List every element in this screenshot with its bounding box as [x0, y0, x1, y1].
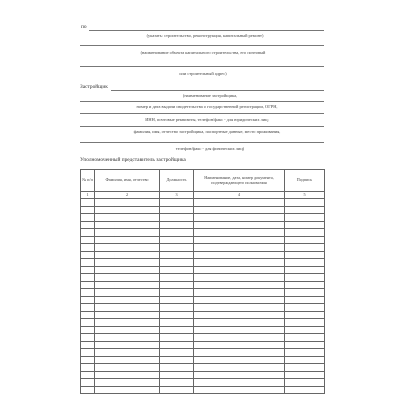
table-cell: [95, 386, 160, 394]
table-cell: [81, 386, 95, 394]
table-cell: [194, 274, 285, 282]
table-row: [81, 386, 325, 394]
table-cell: [285, 311, 325, 319]
column-number-row: [81, 192, 325, 199]
table-cell: [81, 206, 95, 214]
table-cell: [81, 326, 95, 334]
table-cell: [194, 379, 285, 387]
table-row: [81, 199, 325, 207]
table-cell: [81, 281, 95, 289]
table-cell: [194, 386, 285, 394]
hint-individual: фамилия, имя, отчество застройщика, паспортные данные, место проживания,: [133, 129, 281, 134]
table-cell: [95, 214, 160, 222]
table-cell: [95, 379, 160, 387]
table-cell: [194, 356, 285, 364]
table-cell: [285, 259, 325, 267]
table-row: [81, 311, 325, 319]
table-cell: [160, 326, 194, 334]
table-cell: [81, 379, 95, 387]
table-cell: [160, 281, 194, 289]
hint-legal-entity: ИНН, почтовые реквизиты, телефон/факс - для юридических лиц;: [145, 117, 269, 122]
table-row: [81, 364, 325, 372]
table-cell: [285, 236, 325, 244]
table-cell: [160, 296, 194, 304]
hint-object-address: или строительный адрес): [179, 71, 227, 76]
table-cell: [160, 334, 194, 342]
table-cell: [285, 229, 325, 237]
table-row: [81, 229, 325, 237]
table-cell: [285, 199, 325, 207]
table-cell: [81, 341, 95, 349]
table-cell: [81, 229, 95, 237]
table-cell: [81, 244, 95, 252]
table-cell: [81, 349, 95, 357]
hint-construction-type: (указать: строительство, реконструкция, капитальный ремонт): [146, 33, 264, 38]
table-cell: [285, 214, 325, 222]
table-row: [81, 319, 325, 327]
table-cell: [160, 199, 194, 207]
table-cell: [95, 334, 160, 342]
table-cell: [160, 304, 194, 312]
hint-developer-name: (наименование застройщика,: [182, 93, 238, 98]
column-header-full-name: Фамилия, имя, отчество: [95, 170, 160, 192]
table-row: [81, 221, 325, 229]
table-cell: [285, 379, 325, 387]
table-cell: [160, 214, 194, 222]
table-cell: [194, 311, 285, 319]
table-cell: [95, 304, 160, 312]
table-cell: [194, 259, 285, 267]
table-row: [81, 304, 325, 312]
table-cell: [285, 349, 325, 357]
table-cell: [95, 356, 160, 364]
table-cell: [160, 244, 194, 252]
column-number: 1: [81, 192, 95, 199]
table-cell: [285, 326, 325, 334]
table-row: [81, 251, 325, 259]
table-cell: [95, 221, 160, 229]
table-cell: [95, 364, 160, 372]
table-cell: [285, 334, 325, 342]
table-row: [81, 349, 325, 357]
table-cell: [160, 386, 194, 394]
table-cell: [285, 221, 325, 229]
table-cell: [285, 289, 325, 297]
table-cell: [194, 334, 285, 342]
table-cell: [81, 259, 95, 267]
table-cell: [160, 206, 194, 214]
table-cell: [285, 206, 325, 214]
fill-line-type: [89, 30, 324, 31]
table-cell: [285, 341, 325, 349]
fill-line-phone: [80, 142, 324, 143]
representatives-table: [80, 169, 325, 394]
table-cell: [194, 341, 285, 349]
representative-label: Уполномоченный представитель застройщика: [80, 157, 186, 163]
header-prefix: по: [81, 24, 87, 30]
table-cell: [95, 326, 160, 334]
table-cell: [95, 371, 160, 379]
table-cell: [95, 319, 160, 327]
table-row: [81, 274, 325, 282]
table-row: [81, 296, 325, 304]
table-cell: [194, 244, 285, 252]
table-cell: [285, 364, 325, 372]
table-row: [81, 214, 325, 222]
table-row: [81, 334, 325, 342]
table-cell: [95, 349, 160, 357]
table-cell: [285, 266, 325, 274]
table-cell: [95, 236, 160, 244]
column-number: 2: [95, 192, 160, 199]
column-header-authority-document: Наименование, дата, номер документа, подтверждающего полномочия: [194, 170, 285, 192]
table-cell: [81, 214, 95, 222]
table-cell: [81, 311, 95, 319]
table-cell: [95, 229, 160, 237]
table-cell: [160, 349, 194, 357]
column-header-signature: Подпись: [285, 170, 325, 192]
table-cell: [81, 221, 95, 229]
table-cell: [95, 206, 160, 214]
table-cell: [160, 289, 194, 297]
table-row: [81, 206, 325, 214]
table-cell: [194, 349, 285, 357]
table-cell: [81, 266, 95, 274]
table-cell: [160, 229, 194, 237]
table-row: [81, 341, 325, 349]
table-cell: [81, 236, 95, 244]
table-cell: [95, 199, 160, 207]
hint-registration: номер и дата выдачи свидетельства о государственной регистрации, ОГРН,: [136, 104, 278, 109]
table-row: [81, 356, 325, 364]
table-cell: [81, 356, 95, 364]
table-cell: [95, 296, 160, 304]
table-row: [81, 289, 325, 297]
table-row: [81, 371, 325, 379]
table-cell: [81, 371, 95, 379]
hint-object-name: (наименование объекта капитального строительства, его почтовый: [140, 50, 266, 55]
table-cell: [81, 289, 95, 297]
table-cell: [194, 221, 285, 229]
table-row: [81, 244, 325, 252]
table-cell: [81, 304, 95, 312]
table-cell: [95, 244, 160, 252]
table-row: [81, 281, 325, 289]
fill-line-legal: [80, 113, 324, 114]
table-cell: [81, 334, 95, 342]
table-cell: [160, 341, 194, 349]
table-cell: [194, 281, 285, 289]
table-cell: [160, 221, 194, 229]
table-cell: [194, 319, 285, 327]
table-cell: [194, 266, 285, 274]
table-cell: [285, 371, 325, 379]
table-cell: [285, 274, 325, 282]
table-cell: [95, 266, 160, 274]
table-cell: [160, 319, 194, 327]
table-cell: [95, 311, 160, 319]
table-cell: [81, 274, 95, 282]
table-cell: [95, 251, 160, 259]
table-cell: [160, 251, 194, 259]
hint-phone: телефон/факс - для физических лиц): [175, 146, 245, 151]
table-cell: [160, 364, 194, 372]
fill-line-person: [80, 126, 324, 127]
table-cell: [95, 341, 160, 349]
table-cell: [194, 214, 285, 222]
table-cell: [194, 251, 285, 259]
table-cell: [285, 244, 325, 252]
fill-line-address: [80, 66, 324, 67]
table-cell: [194, 296, 285, 304]
table-cell: [285, 304, 325, 312]
table-cell: [194, 199, 285, 207]
table-cell: [81, 199, 95, 207]
table-cell: [194, 364, 285, 372]
table-cell: [95, 259, 160, 267]
table-cell: [160, 259, 194, 267]
table-body: [81, 199, 325, 394]
table-cell: [160, 274, 194, 282]
table-cell: [194, 206, 285, 214]
table-row: [81, 379, 325, 387]
table-row: [81, 259, 325, 267]
table-cell: [81, 251, 95, 259]
table-row: [81, 266, 325, 274]
table-cell: [95, 289, 160, 297]
table-cell: [95, 281, 160, 289]
column-number: 3: [160, 192, 194, 199]
table-cell: [194, 326, 285, 334]
fill-line-registration: [80, 101, 324, 102]
fill-line-object: [80, 45, 324, 46]
table-cell: [160, 356, 194, 364]
table-cell: [81, 364, 95, 372]
table-cell: [285, 296, 325, 304]
table-cell: [160, 371, 194, 379]
table-cell: [285, 319, 325, 327]
table-cell: [285, 281, 325, 289]
table-cell: [160, 236, 194, 244]
table-cell: [285, 356, 325, 364]
table-row: [81, 236, 325, 244]
table-cell: [81, 319, 95, 327]
table-header-row: [81, 170, 325, 192]
table-cell: [160, 311, 194, 319]
table-cell: [160, 379, 194, 387]
table-row: [81, 326, 325, 334]
table-cell: [285, 386, 325, 394]
table-cell: [160, 266, 194, 274]
column-number: 5: [285, 192, 325, 199]
fill-line-developer: [111, 90, 324, 91]
column-header-number: № п/п: [81, 170, 95, 192]
table-cell: [194, 236, 285, 244]
table-cell: [95, 274, 160, 282]
table-cell: [285, 251, 325, 259]
column-header-position: Должность: [160, 170, 194, 192]
table-cell: [194, 229, 285, 237]
table-cell: [81, 296, 95, 304]
column-number: 4: [194, 192, 285, 199]
table-cell: [194, 304, 285, 312]
table-cell: [194, 289, 285, 297]
developer-label: Застройщик: [80, 84, 108, 90]
table-cell: [194, 371, 285, 379]
